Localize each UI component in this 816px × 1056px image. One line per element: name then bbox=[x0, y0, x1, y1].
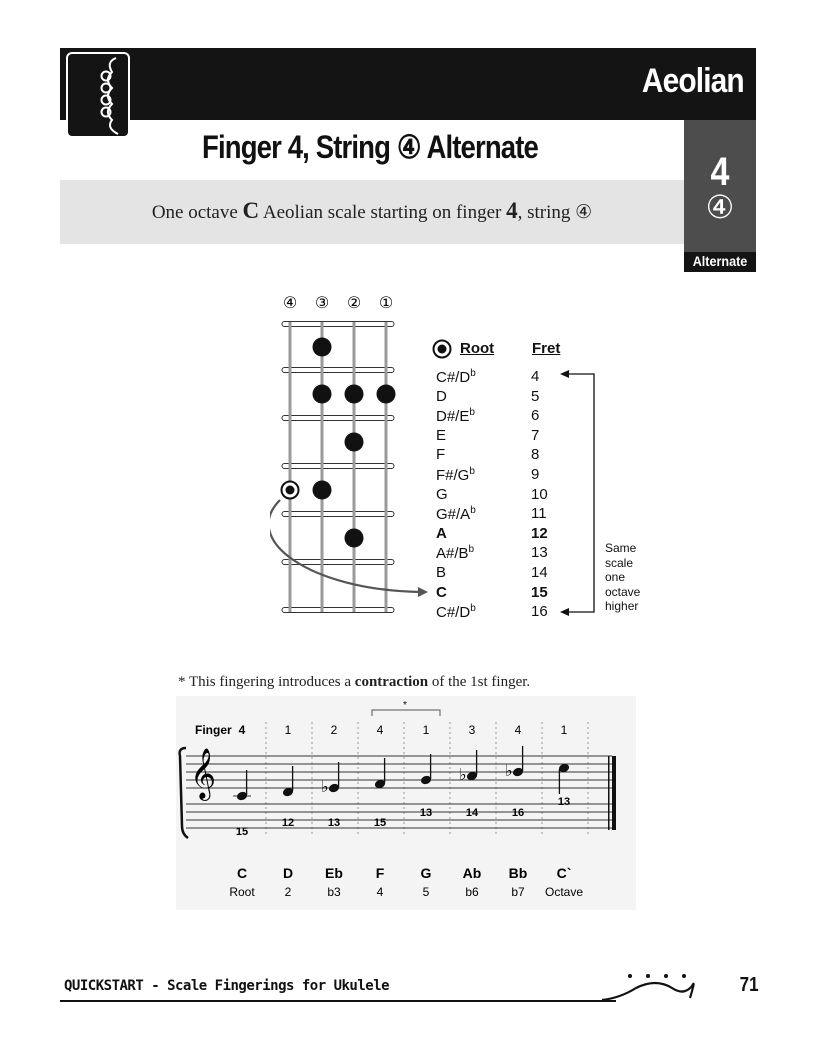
note-name-cell: F bbox=[436, 446, 446, 464]
scale-degree-label: b7 bbox=[511, 885, 525, 899]
scale-degree-label: 4 bbox=[376, 885, 384, 899]
note-name-label: D bbox=[282, 865, 294, 881]
scale-degree-label: Root bbox=[229, 885, 255, 899]
finger-number: 1 bbox=[284, 723, 292, 737]
note-name-cell: $D\#/E^b$ bbox=[436, 407, 475, 426]
end-barline-thin bbox=[608, 756, 610, 830]
note-name-label: C bbox=[236, 865, 248, 881]
finger-dot bbox=[313, 385, 332, 404]
footnote-pre: * This fingering introduces a bbox=[178, 674, 355, 690]
side-tab-finger: 4 bbox=[710, 150, 730, 194]
octave-note-line: higher bbox=[605, 599, 639, 613]
string-number-label: ② bbox=[346, 293, 362, 312]
note-name-cell: E bbox=[436, 426, 447, 444]
note-name-label: G bbox=[420, 865, 432, 881]
footnote bbox=[178, 674, 530, 691]
fret-line bbox=[282, 608, 394, 613]
fret-cell: 12 bbox=[531, 524, 548, 542]
finger-label: Finger bbox=[195, 723, 232, 737]
octave-note-line: one bbox=[605, 570, 626, 584]
contraction-mark: * bbox=[403, 700, 407, 711]
fret-cell: 5 bbox=[531, 387, 540, 405]
fret-cell: 11 bbox=[531, 505, 547, 523]
note-name-label: C` bbox=[556, 865, 572, 881]
tab-fret-number: 12 bbox=[281, 817, 295, 829]
fret-cell: 9 bbox=[531, 466, 540, 483]
flat-icon: ♭ bbox=[505, 761, 513, 780]
string-number-label: ① bbox=[378, 293, 394, 312]
flat-icon: ♭ bbox=[321, 777, 329, 796]
octave-note-line: Same bbox=[605, 541, 637, 555]
flat-sign: b bbox=[470, 603, 476, 615]
footnote-bold: contraction bbox=[354, 674, 429, 690]
string-number-label: ④ bbox=[282, 293, 298, 312]
scale-degree-label: b6 bbox=[465, 885, 479, 899]
note-name-cell: B bbox=[436, 564, 447, 581]
finger-dot bbox=[313, 481, 332, 500]
end-barline-thick bbox=[612, 756, 616, 830]
octave-note bbox=[605, 541, 675, 614]
desc-key: C bbox=[242, 198, 260, 223]
fret-line bbox=[282, 464, 394, 469]
finger-dot bbox=[345, 529, 364, 548]
tab-fret-number: 15 bbox=[373, 817, 387, 829]
finger-dot bbox=[313, 338, 332, 357]
flat-sign: b bbox=[469, 466, 475, 477]
fret-column-header: Fret bbox=[532, 340, 561, 357]
scale-degree-label: b3 bbox=[327, 885, 341, 899]
root-legend-icon bbox=[432, 339, 454, 361]
staff-and-tab bbox=[176, 696, 636, 910]
tab-fret-number: 15 bbox=[235, 826, 249, 838]
fretboard-diagram bbox=[270, 290, 440, 620]
fret-cell: 15 bbox=[531, 583, 548, 601]
fret-line bbox=[282, 512, 394, 517]
flat-sign: b bbox=[468, 544, 475, 556]
note-name-cell: $C\#/D^b$ bbox=[436, 368, 476, 386]
fret-cell: 10 bbox=[531, 485, 548, 503]
treble-clef-icon: 𝄞 bbox=[190, 748, 217, 799]
ukulele-squiggle-icon bbox=[600, 970, 700, 1006]
note-name-label: F bbox=[375, 865, 385, 881]
scale-degree-label: Octave bbox=[544, 885, 584, 899]
footer-rule bbox=[60, 1000, 616, 1002]
scale-degree-label: 2 bbox=[284, 885, 292, 899]
fret-cell: 6 bbox=[531, 407, 540, 425]
octave-note-line: scale bbox=[605, 555, 634, 570]
root-column-header: Root bbox=[460, 340, 495, 357]
side-tab-string: ④ bbox=[705, 189, 735, 225]
footnote-post: of the 1st finger. bbox=[428, 674, 531, 690]
note-name-cell: A bbox=[436, 524, 447, 542]
note-name-label: Eb bbox=[325, 865, 343, 881]
octave-arrow-head bbox=[418, 587, 428, 597]
fret-line bbox=[282, 416, 394, 421]
finger-number: 1 bbox=[560, 723, 568, 737]
desc-pre: One octave bbox=[151, 202, 243, 223]
note-name-cell: G bbox=[436, 485, 448, 503]
finger-dot bbox=[377, 385, 396, 404]
page-title: Aeolian bbox=[642, 62, 744, 100]
finger-number: 4 bbox=[514, 723, 522, 737]
tuning-pegs-icon bbox=[66, 52, 130, 138]
system-brace bbox=[180, 748, 188, 838]
page-number: 71 bbox=[739, 974, 759, 996]
tab-fret-number: 13 bbox=[419, 807, 433, 819]
tab-fret-number: 16 bbox=[511, 807, 525, 819]
flat-sign: b bbox=[470, 505, 476, 517]
fret-cell: 4 bbox=[531, 368, 540, 385]
desc-post: , string ④ bbox=[517, 202, 593, 223]
fret-line bbox=[282, 368, 394, 373]
section-subtitle: Finger 4, String ④ Alternate bbox=[202, 129, 538, 165]
finger-dot bbox=[345, 433, 364, 452]
tab-fret-number: 13 bbox=[327, 817, 341, 829]
desc-mid: Aeolian scale starting on finger bbox=[259, 202, 507, 223]
fret-cell: 16 bbox=[531, 603, 548, 621]
fret-line bbox=[282, 322, 394, 327]
flat-sign: b bbox=[470, 368, 476, 379]
fret-cell: 8 bbox=[531, 446, 540, 464]
footer-title: QUICKSTART - Scale Fingerings for Ukulele bbox=[64, 978, 390, 994]
string-number-label: ③ bbox=[314, 293, 330, 312]
note-name-label: Bb bbox=[508, 865, 528, 881]
note-name-cell: $C\#/D^b$ bbox=[436, 603, 476, 622]
flat-icon: ♭ bbox=[459, 765, 467, 784]
octave-note-line: octave bbox=[605, 584, 641, 599]
fret-cell: 14 bbox=[531, 564, 548, 581]
finger-dot bbox=[345, 385, 364, 404]
fret-cell: 13 bbox=[531, 544, 548, 562]
tab-fret-number: 13 bbox=[557, 796, 571, 808]
octave-bracket-icon bbox=[556, 366, 606, 618]
note-name-cell: $G\#/A^b$ bbox=[436, 505, 476, 524]
flat-sign: b bbox=[469, 407, 475, 419]
root-dot-center bbox=[286, 486, 295, 495]
fret-cell: 7 bbox=[531, 426, 540, 444]
finger-number: 2 bbox=[330, 723, 338, 737]
finger-number: 4 bbox=[238, 723, 246, 737]
note-name-cell: $F\#/G^b$ bbox=[436, 466, 475, 484]
tab-fret-number: 14 bbox=[465, 807, 479, 819]
desc-finger: 4 bbox=[506, 198, 518, 223]
finger-number: 1 bbox=[422, 723, 430, 737]
side-tab-label: Alternate bbox=[692, 253, 748, 269]
finger-number: 3 bbox=[468, 723, 476, 737]
note-name-cell: $A\#/B^b$ bbox=[436, 544, 475, 563]
finger-number: 4 bbox=[376, 723, 384, 737]
scale-degree-label: 5 bbox=[422, 885, 430, 899]
note-name-cell: C bbox=[436, 583, 447, 601]
note-name-label: Ab bbox=[462, 865, 482, 881]
note-name-cell: D bbox=[436, 387, 447, 405]
scale-description bbox=[60, 198, 684, 224]
